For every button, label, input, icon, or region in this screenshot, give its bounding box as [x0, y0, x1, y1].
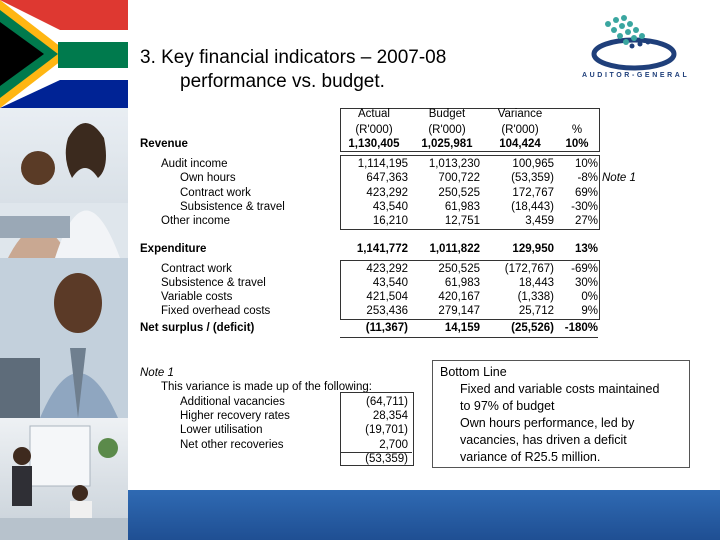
net-surplus-pct: -180%	[564, 322, 598, 334]
photo-two-women	[0, 108, 128, 258]
row-fixed-overhead-label: Fixed overhead costs	[161, 305, 271, 317]
bottom-line-text: to 97% of budget	[460, 399, 555, 413]
row-other-income-pct: 27%	[574, 215, 598, 227]
net-surplus-variance: (25,526)	[511, 322, 554, 334]
row-contract-work-income-label: Contract work	[180, 187, 251, 199]
header-pct: %	[571, 124, 583, 136]
note-item-label: Net other recoveries	[180, 439, 284, 451]
row-own-hours-budget: 700,722	[438, 172, 480, 184]
bottom-line-text: variance of R25.5 million.	[460, 450, 601, 464]
row-own-hours-pct: -8%	[577, 172, 598, 184]
revenue-variance: 104,424	[499, 138, 541, 150]
row-audit-income-variance: 100,965	[512, 158, 554, 170]
header-variance-2: (R'000)	[501, 124, 539, 136]
row-contract-work-income-actual: 423,292	[366, 187, 408, 199]
row-contract-work-exp-variance: (172,767)	[504, 263, 554, 275]
row-variable-costs-label: Variable costs	[161, 291, 233, 303]
bottom-blue-band	[128, 490, 720, 540]
row-other-income-budget: 12,751	[444, 215, 480, 227]
note-total-value: (53,359)	[365, 453, 408, 465]
row-audit-income-label: Audit income	[161, 158, 228, 170]
row-audit-income-actual: 1,114,195	[357, 158, 408, 170]
row-fixed-overhead-actual: 253,436	[366, 305, 408, 317]
row-subsistence-income-label: Subsistence & travel	[180, 201, 285, 213]
note-1-title: Note 1	[140, 367, 174, 379]
row-fixed-overhead-budget: 279,147	[438, 305, 480, 317]
expenditure-budget: 1,011,822	[429, 243, 480, 255]
row-contract-work-exp-actual: 423,292	[366, 263, 408, 275]
bottom-line-text: Own hours performance, led by	[460, 416, 635, 430]
title-line-2: performance vs. budget.	[180, 71, 385, 92]
row-subsistence-exp-actual: 43,540	[372, 277, 408, 289]
note-1-intro: This variance is made up of the following:	[161, 381, 372, 393]
net-surplus-underline	[340, 337, 598, 338]
row-other-income-actual: 16,210	[372, 215, 408, 227]
expenditure-variance: 129,950	[512, 243, 554, 255]
header-budget-2: (R'000)	[428, 124, 466, 136]
note-item-value: 2,700	[379, 439, 408, 451]
header-actual-1: Actual	[358, 108, 390, 120]
photo-man-headset	[0, 258, 128, 418]
bottom-line-text: vacancies, has driven a deficit	[460, 433, 627, 447]
note-item-value: (64,711)	[366, 396, 408, 408]
row-subsistence-income-budget: 61,983	[444, 201, 480, 213]
title-line-1: 3. Key financial indicators – 2007-08	[140, 47, 447, 68]
revenue-pct: 10%	[565, 138, 589, 150]
expenditure-pct: 13%	[574, 243, 598, 255]
row-subsistence-exp-pct: 30%	[574, 277, 598, 289]
row-subsistence-income-variance: (18,443)	[511, 201, 554, 213]
net-surplus-label: Net surplus / (deficit)	[140, 322, 255, 334]
photo-office-meeting	[0, 418, 128, 540]
row-variable-costs-budget: 420,167	[438, 291, 480, 303]
row-contract-work-income-pct: 69%	[574, 187, 598, 199]
row-contract-work-exp-pct: -69%	[571, 263, 598, 275]
page-title	[140, 46, 446, 94]
net-surplus-budget: 14,159	[444, 322, 480, 334]
note-item-label: Additional vacancies	[180, 396, 285, 408]
row-fixed-overhead-variance: 25,712	[518, 305, 554, 317]
row-audit-income-budget: 1,013,230	[428, 158, 480, 170]
row-contract-work-income-variance: 172,767	[512, 187, 554, 199]
row-contract-work-income-budget: 250,525	[438, 187, 480, 199]
row-variable-costs-variance: (1,338)	[517, 291, 554, 303]
note-1-reference: Note 1	[602, 172, 636, 184]
row-other-income-label: Other income	[161, 215, 231, 227]
row-subsistence-income-actual: 43,540	[372, 201, 408, 213]
row-subsistence-exp-budget: 61,983	[444, 277, 480, 289]
note-item-value: 28,354	[372, 410, 408, 422]
south-african-flag-image	[0, 0, 128, 108]
row-variable-costs-pct: 0%	[581, 291, 598, 303]
row-contract-work-exp-budget: 250,525	[438, 263, 480, 275]
header-budget-1: Budget	[428, 108, 466, 120]
bottom-line-text: Fixed and variable costs maintained	[460, 382, 660, 396]
logo-wordmark: AUDITOR-GENERAL	[582, 72, 690, 79]
row-fixed-overhead-pct: 9%	[581, 305, 598, 317]
header-variance-1: Variance	[497, 108, 543, 120]
expenditure-label: Expenditure	[140, 243, 207, 255]
bottom-line-title: Bottom Line	[440, 365, 507, 379]
note-item-value: (19,701)	[365, 424, 408, 436]
bottom-line-box	[432, 360, 690, 468]
header-actual-2: (R'000)	[355, 124, 393, 136]
note-item-label: Lower utilisation	[180, 424, 263, 436]
row-own-hours-actual: 647,363	[366, 172, 408, 184]
row-own-hours-label: Own hours	[180, 172, 236, 184]
revenue-actual: 1,130,405	[348, 138, 400, 150]
row-own-hours-variance: (53,359)	[511, 172, 554, 184]
expenditure-actual: 1,141,772	[356, 243, 408, 255]
note-item-label: Higher recovery rates	[180, 410, 290, 422]
revenue-label: Revenue	[140, 138, 188, 150]
net-surplus-actual: (11,367)	[365, 322, 408, 334]
row-audit-income-pct: 10%	[574, 158, 598, 170]
row-contract-work-exp-label: Contract work	[161, 263, 232, 275]
row-subsistence-exp-variance: 18,443	[518, 277, 554, 289]
row-subsistence-income-pct: -30%	[571, 201, 598, 213]
row-other-income-variance: 3,459	[525, 215, 554, 227]
row-subsistence-exp-label: Subsistence & travel	[161, 277, 266, 289]
revenue-budget: 1,025,981	[421, 138, 473, 150]
row-variable-costs-actual: 421,504	[366, 291, 408, 303]
left-photo-strip	[0, 0, 128, 540]
